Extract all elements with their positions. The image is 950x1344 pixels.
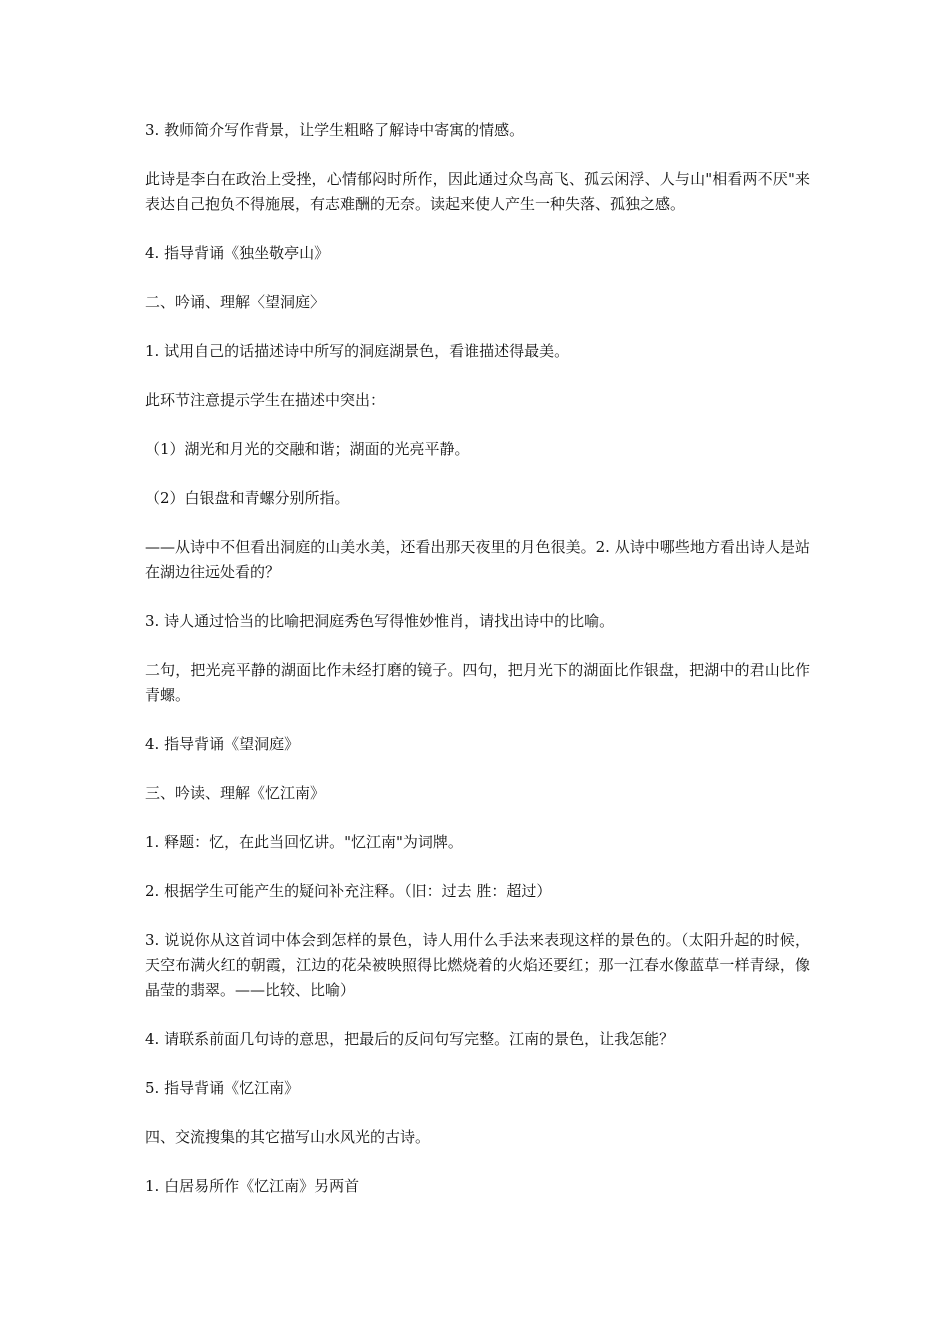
paragraph-point-1: （1）湖光和月光的交融和谐；湖面的光亮平静。 bbox=[145, 440, 470, 458]
paragraph-metaphor-question: 3. 诗人通过恰当的比喻把洞庭秀色写得惟妙惟肖，请找出诗中的比喻。 bbox=[145, 612, 615, 630]
paragraph-title-explanation: 1. 释题：忆，在此当回忆讲。"忆江南"为词牌。 bbox=[145, 833, 463, 851]
paragraph-moonlight: ——从诗中不但看出洞庭的山美水美，还看出那天夜里的月色很美。2. 从诗中哪些地方看出诗人是站在湖边往远处看的？ bbox=[145, 538, 810, 581]
paragraph-step-3-background: 3. 教师简介写作背景，让学生粗略了解诗中寄寓的情感。 bbox=[145, 121, 525, 139]
paragraph-hint: 此环节注意提示学生在描述中突出： bbox=[145, 391, 386, 409]
paragraph-annotations: 2. 根据学生可能产生的疑问补充注释。（旧：过去 胜：超过） bbox=[145, 882, 552, 900]
section-heading-3: 三、吟读、理解《忆江南》 bbox=[145, 784, 326, 802]
paragraph-point-2: （2）白银盘和青螺分别所指。 bbox=[145, 489, 350, 507]
paragraph-poem-explanation: 此诗是李白在政治上受挫，心情郁闷时所作，因此通过众鸟高飞、孤云闲浮、人与山"相看两不厌"来表达自己抱负不得施展，有志难酬的无奈。读起来使人产生一种失落、孤独之感。 bbox=[145, 170, 810, 213]
document-body bbox=[145, 118, 810, 1223]
paragraph-bai-juyi: 1. 白居易所作《忆江南》另两首 bbox=[145, 1177, 360, 1195]
paragraph-recite-dzjts: 4. 指导背诵《独坐敬亭山》 bbox=[145, 244, 330, 262]
paragraph-rhetorical-question: 4. 请联系前面几句诗的意思，把最后的反问句写完整。江南的景色，让我怎能？ bbox=[145, 1030, 675, 1048]
paragraph-recite-yjn: 5. 指导背诵《忆江南》 bbox=[145, 1079, 300, 1097]
paragraph-metaphor-answer: 二句，把光亮平静的湖面比作未经打磨的镜子。四句，把月光下的湖面比作银盘，把湖中的君山比作青螺。 bbox=[145, 661, 810, 704]
section-heading-4: 四、交流搜集的其它描写山水风光的古诗。 bbox=[145, 1128, 431, 1146]
paragraph-scenery-question: 3. 说说你从这首词中体会到怎样的景色，诗人用什么手法来表现这样的景色的。（太阳升起的时候，天空布满火红的朝霞，江边的花朵被映照得比燃烧着的火焰还要红；那一江春水像蓝草一样青绿，像晶莹的翡翠。——比较、比喻） bbox=[145, 931, 810, 999]
paragraph-describe-dongting: 1. 试用自己的话描述诗中所写的洞庭湖景色，看谁描述得最美。 bbox=[145, 342, 570, 360]
section-heading-2: 二、吟诵、理解〈望洞庭〉 bbox=[145, 293, 326, 311]
paragraph-recite-wdt: 4. 指导背诵《望洞庭》 bbox=[145, 735, 300, 753]
